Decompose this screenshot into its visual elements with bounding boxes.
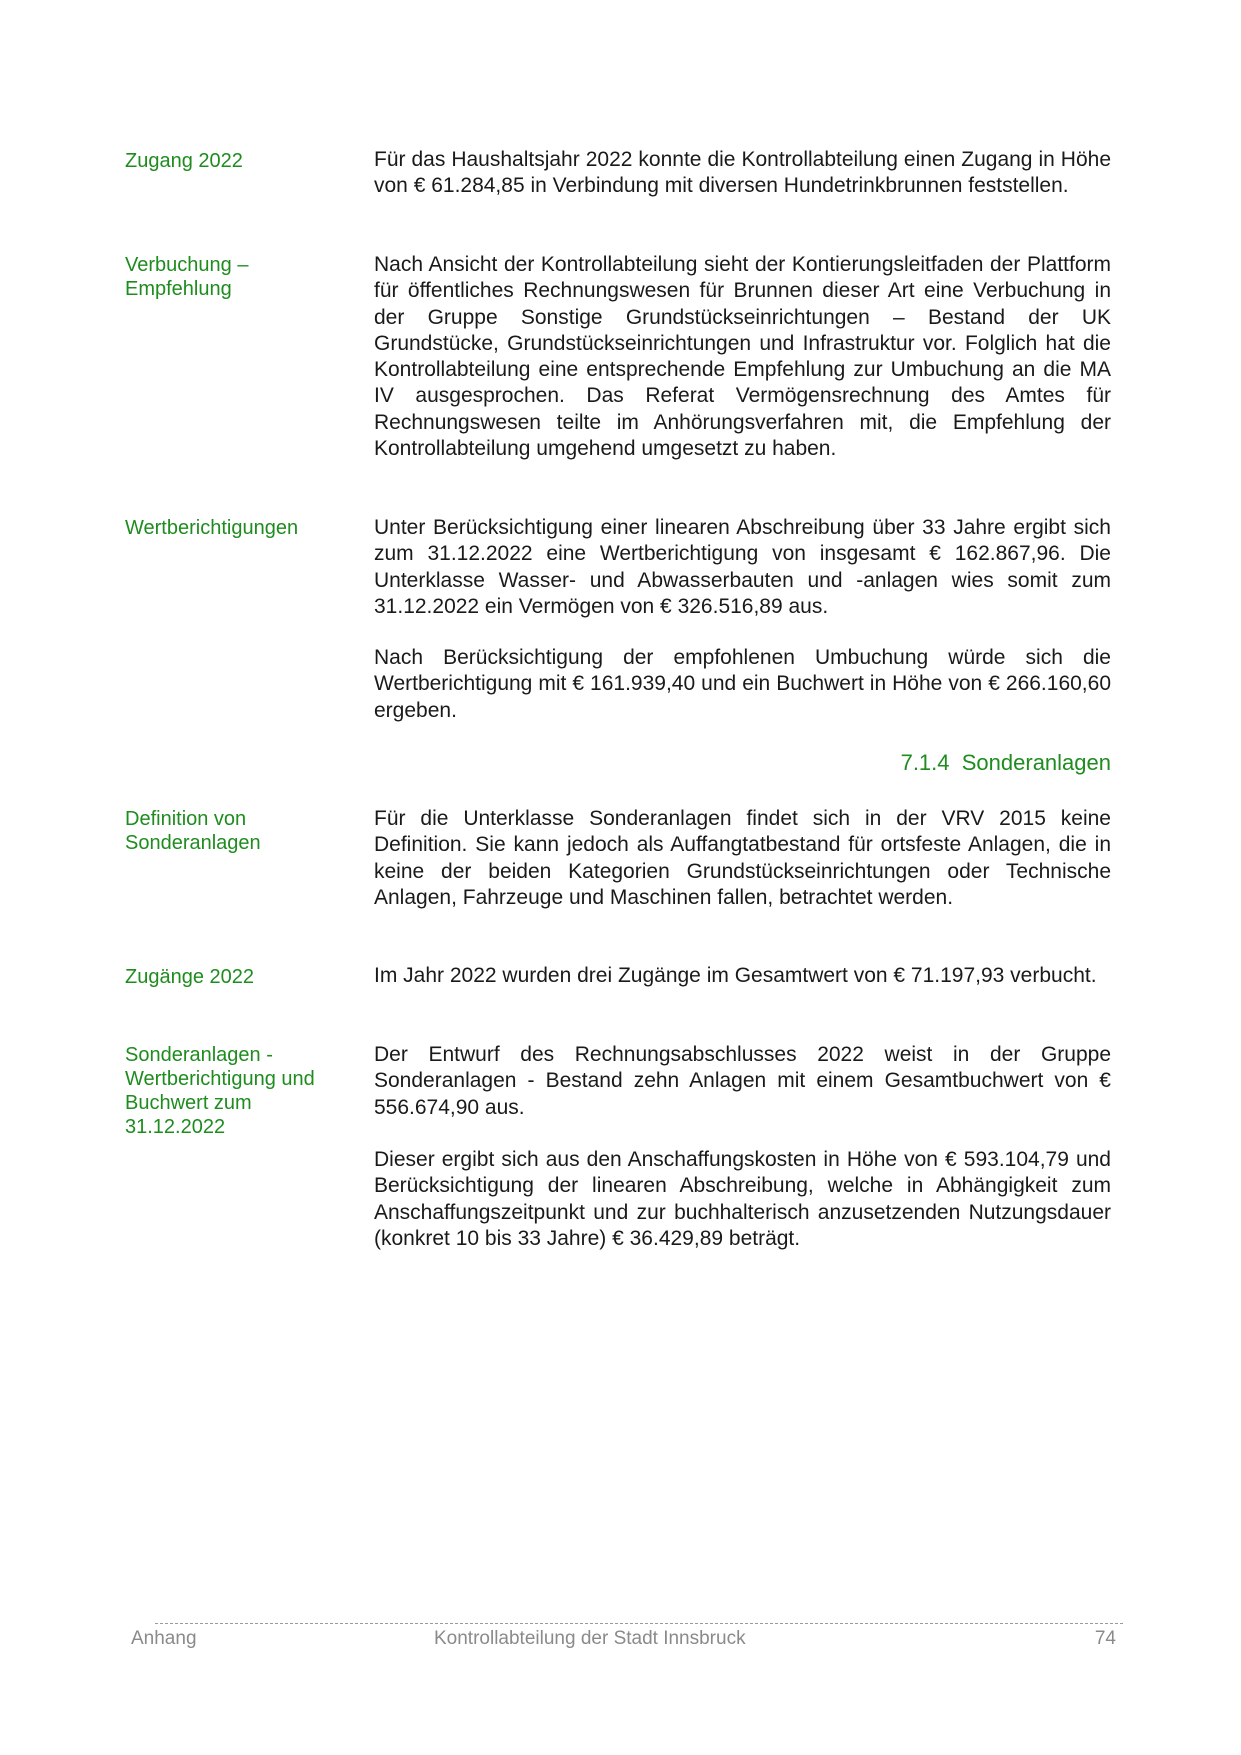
footer-page-number: 74 [1094, 1628, 1116, 1649]
margin-label-sonderanlagen-wertberichtigung: Sonderanlagen - Wertberichtigung und Buchwert zum 31.12.2022 [125, 1044, 315, 1138]
margin-label-definition-sonderanlagen: Definition von Sonderanlagen [125, 808, 261, 854]
footer-organization: Kontrollabteilung der Stadt Innsbruck [434, 1628, 746, 1649]
margin-label-wertberichtigungen: Wertberichtigungen [125, 517, 299, 539]
paragraph-verbuchung-empfehlung: Nach Ansicht der Kontrollabteilung sieht der Kontierungsleitfaden der Plattform für öffentliches Rechnungswesen für Brunnen dieser Art eine Verbuchung in der Gruppe Sonstige Grundstückseinrichtungen – Bestand der UK Grundstücke, Grundstückseinrichtungen und Infrastruktur vor. Folglich hat die Kontrollabteilung eine entsprechende Empfehlung zur Umbuchung an die MA IV ausgesprochen. Das Referat Vermögensrechnung des Amtes für Rechnungswesen teilte im Anhörungsverfahren mit, die Empfehlung der Kontrollabteilung umgehend umgesetzt zu haben. [374, 253, 1111, 461]
margin-label-verbuchung-empfehlung: Verbuchung – Empfehlung [125, 254, 249, 300]
footer-chapter: Anhang [131, 1628, 197, 1649]
paragraph-zugaenge-2022: Im Jahr 2022 wurden drei Zugänge im Gesamtwert von € 71.197,93 verbucht. [374, 964, 1097, 987]
heading-number: 7.1.4 [900, 750, 950, 775]
section-heading-sonderanlagen [901, 750, 1111, 776]
footer-divider [155, 1623, 1123, 1624]
paragraph-zugang-2022: Für das Haushaltsjahr 2022 konnte die Kontrollabteilung einen Zugang in Höhe von € 61.284,85 in Verbindung mit diversen Hundetrinkbrunnen feststellen. [374, 148, 1111, 198]
paragraph-wertberichtigungen-2: Nach Berücksichtigung der empfohlenen Umbuchung würde sich die Wertberichtigung mit € 161.939,40 und ein Buchwert in Höhe von € 266.160,60 ergeben. [374, 646, 1111, 722]
paragraph-wertberichtigungen-1: Unter Berücksichtigung einer linearen Abschreibung über 33 Jahre ergibt sich zum 31.12.2022 eine Wertberichtigung von insgesamt € 162.867,96. Die Unterklasse Wasser- und Abwasserbauten und -anlagen wies somit zum 31.12.2022 ein Vermögen von € 326.516,89 aus. [374, 516, 1111, 618]
heading-title: Sonderanlagen [961, 750, 1111, 775]
margin-label-zugaenge-2022: Zugänge 2022 [125, 966, 255, 988]
margin-label-zugang-2022: Zugang 2022 [125, 150, 243, 172]
paragraph-definition-sonderanlagen: Für die Unterklasse Sonderanlagen findet sich in der VRV 2015 keine Definition. Sie kann jedoch als Auffangtatbestand für ortsfeste Anlagen, die in keine der beiden Kategorien Grundstückseinrichtungen oder Technische Anlagen, Fahrzeuge und Maschinen fallen, betrachtet werden. [374, 807, 1111, 909]
paragraph-anschaffungskosten: Dieser ergibt sich aus den Anschaffungskosten in Höhe von € 593.104,79 und Berücksichtigung der linearen Abschreibung, welche in Abhängigkeit zum Anschaffungszeitpunkt und zur buchhalterisch anzusetzenden Nutzungsdauer (konkret 10 bis 33 Jahre) € 36.429,89 beträgt. [374, 1148, 1111, 1250]
paragraph-sonderanlagen-gesamtbuchwert: Der Entwurf des Rechnungsabschlusses 2022 weist in der Gruppe Sonderanlagen - Bestand zehn Anlagen mit einem Gesamtbuchwert von € 556.674,90 aus. [374, 1043, 1111, 1119]
